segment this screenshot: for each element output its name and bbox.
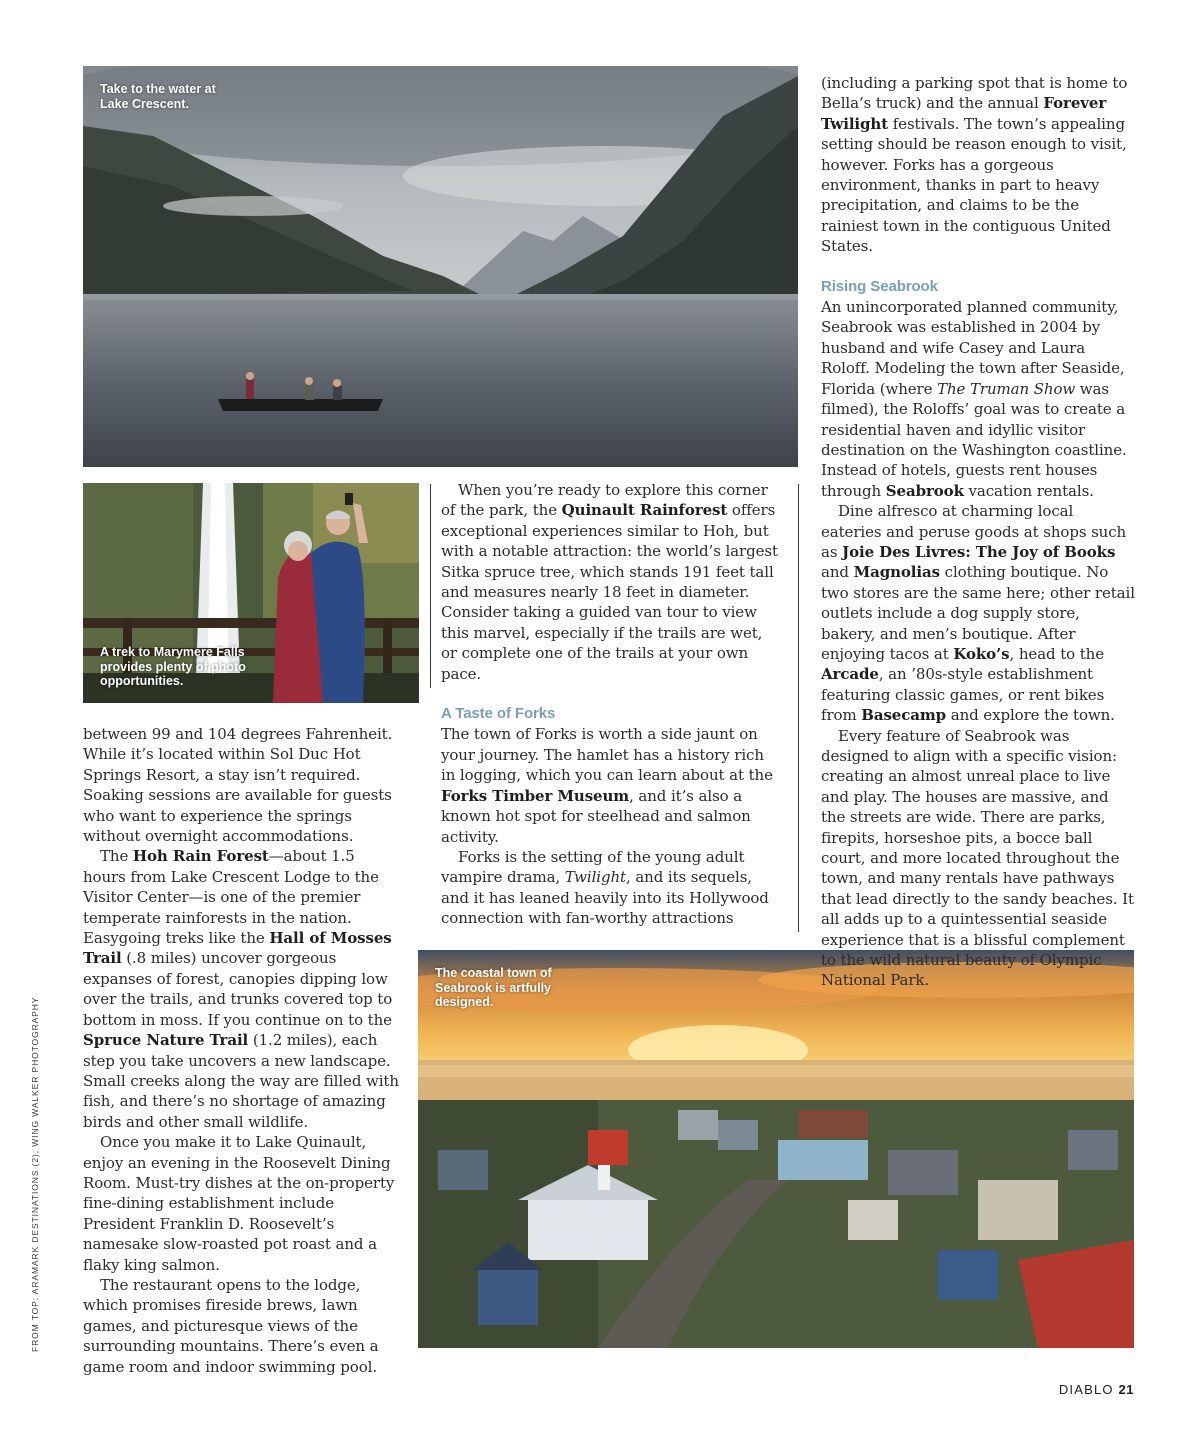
column-rule: [430, 484, 431, 688]
hall-of-mosses-name: Hall of Mosses Trail: [83, 929, 392, 968]
section-heading-forks: A Taste of Forks: [441, 705, 556, 723]
hoh-rain-forest-name: Hoh Rain Forest: [132, 847, 269, 866]
col3-paragraph: An unincorporated planned community, Seabrook was established in 2004 by husband and wife Casey and Laura Roloff. Modeling the town after Seaside, Florida (where The Truman Show was filmed), the Roloffs’ goal was to create a residential haven and idyllic visitor destination on the Washington coastline. Instead of hotels, guests rent houses through Seabrook vacation rentals.: [821, 298, 1127, 500]
col1-paragraph: The Hoh Rain Forest—about 1.5 hours from Lake Crescent Lodge to the Visitor Center—is one of the premier temperate rainforests in the nation. Easygoing treks like the Hall of Mosses Trail (.8 miles) uncover gorgeous expanses of forest, canopies dipping low over the trails, and trunks covered top to bottom in moss. If you continue on to the Spruce Nature Trail (1.2 miles), each step you take uncovers a new landscape. Small creeks along the way are filled with fish, and there’s no shortage of amazing birds and other small wildlife.: [83, 847, 399, 1131]
article-column-3: [821, 73, 1135, 991]
seabrook-caption: The coastal town of Seabrook is artfully designed.: [435, 966, 552, 1009]
forks-timber-museum-name: Forks Timber Museum: [441, 786, 630, 805]
lake-crescent-caption: Take to the water at Lake Crescent.: [100, 82, 216, 111]
col3-paragraph: (including a parking spot that is home to Bella’s truck) and the annual Forever Twilight festivals. The town’s appealing setting should be reason enough to visit, however. Forks has a gorgeous environment, thanks in part to heavy precipitation, and claims to be the rainiest town in the contiguous United States.: [821, 74, 1128, 256]
seabrook-rentals-name: Seabrook: [885, 481, 964, 500]
section-heading-seabrook: Rising Seabrook: [821, 277, 938, 295]
col2-paragraph: When you’re ready to explore this corner of the park, the Quinault Rainforest offers exceptional experiences similar to Hoh, but with a notable attraction: the world’s largest Sitka spruce tree, which stands 191 feet tall and measures nearly 18 feet in diameter. Consider taking a guided van tour to view this marvel, especially if the trails are wet, or complete one of the trails at your own pace.: [441, 481, 778, 683]
col3-paragraph: Every feature of Seabrook was designed to align with a specific vision: creating an almost unreal place to live and play. The houses are massive, and the streets are wide. There are parks, firepits, horseshoe pits, a bocce ball court, and more located throughout the town, and many rentals have pathways that lead directly to the sandy beaches. It all adds up to a quintessential seaside experience that is a blissful complement to the wild natural beauty of Olympic National Park.: [821, 726, 1134, 990]
marymere-falls-caption: A trek to Marymere Falls provides plenty of photo opportunities.: [100, 645, 246, 688]
col3-paragraph: Dine alfresco at charming local eateries and peruse goods at shops such as Joie Des Livres: The Joy of Books and Magnolias clothing boutique. No two stores are the same here; other retail outlets include a dog supply store, bakery, and men’s boutique. After enjoying tacos at Koko’s, head to the Arcade, an ’80s-style establishment featuring classic games, or rent bikes from Basecamp and explore the town.: [821, 502, 1135, 725]
article-column-2: [441, 480, 778, 929]
col1-paragraph: between 99 and 104 degrees Fahrenheit. While it’s located within Sol Duc Hot Springs Resort, a stay isn’t required. Soaking sessions are available for guests who want to experience the springs without overnight accommodations.: [83, 725, 393, 846]
seabrook-photo: [418, 950, 1134, 1348]
col2-paragraph: Forks is the setting of the young adult vampire drama, Twilight, and its sequels, and it has leaned heavily into its Hollywood connection with fan-worthy attractions: [441, 847, 769, 928]
col1-paragraph: Once you make it to Lake Quinault, enjoy an evening in the Roosevelt Dining Room. Must-try dishes at the on-property fine-dining establishment include President Franklin D. Roosevelt’s namesake slow-roasted pot roast and a flaky king salmon.: [83, 1133, 395, 1274]
col1-paragraph: The restaurant opens to the lodge, which promises fireside brews, lawn games, and picturesque views of the surrounding mountains. There’s even a game room and indoor swimming pool.: [83, 1275, 379, 1376]
page-folio: [1059, 1382, 1134, 1397]
col2-paragraph: The town of Forks is worth a side jaunt on your journey. The hamlet has a history rich in logging, which you can learn about at the Forks Timber Museum, and it’s also a known hot spot for steelhead and salmon activity.: [441, 725, 773, 846]
lake-crescent-photo: [83, 66, 798, 467]
article-column-1: [83, 724, 399, 1377]
magazine-name: DIABLO: [1058, 1382, 1114, 1397]
forever-twilight-name: Forever Twilight: [821, 94, 1107, 133]
quinault-rainforest-name: Quinault Rainforest: [561, 501, 728, 520]
photo-credit: FROM TOP: ARAMARK DESTINATIONS (2); WING WALKER PHOTOGRAPHY: [30, 996, 40, 1352]
column-rule: [798, 484, 799, 932]
page-number: 21: [1118, 1382, 1134, 1397]
spruce-nature-trail-name: Spruce Nature Trail: [83, 1031, 249, 1050]
